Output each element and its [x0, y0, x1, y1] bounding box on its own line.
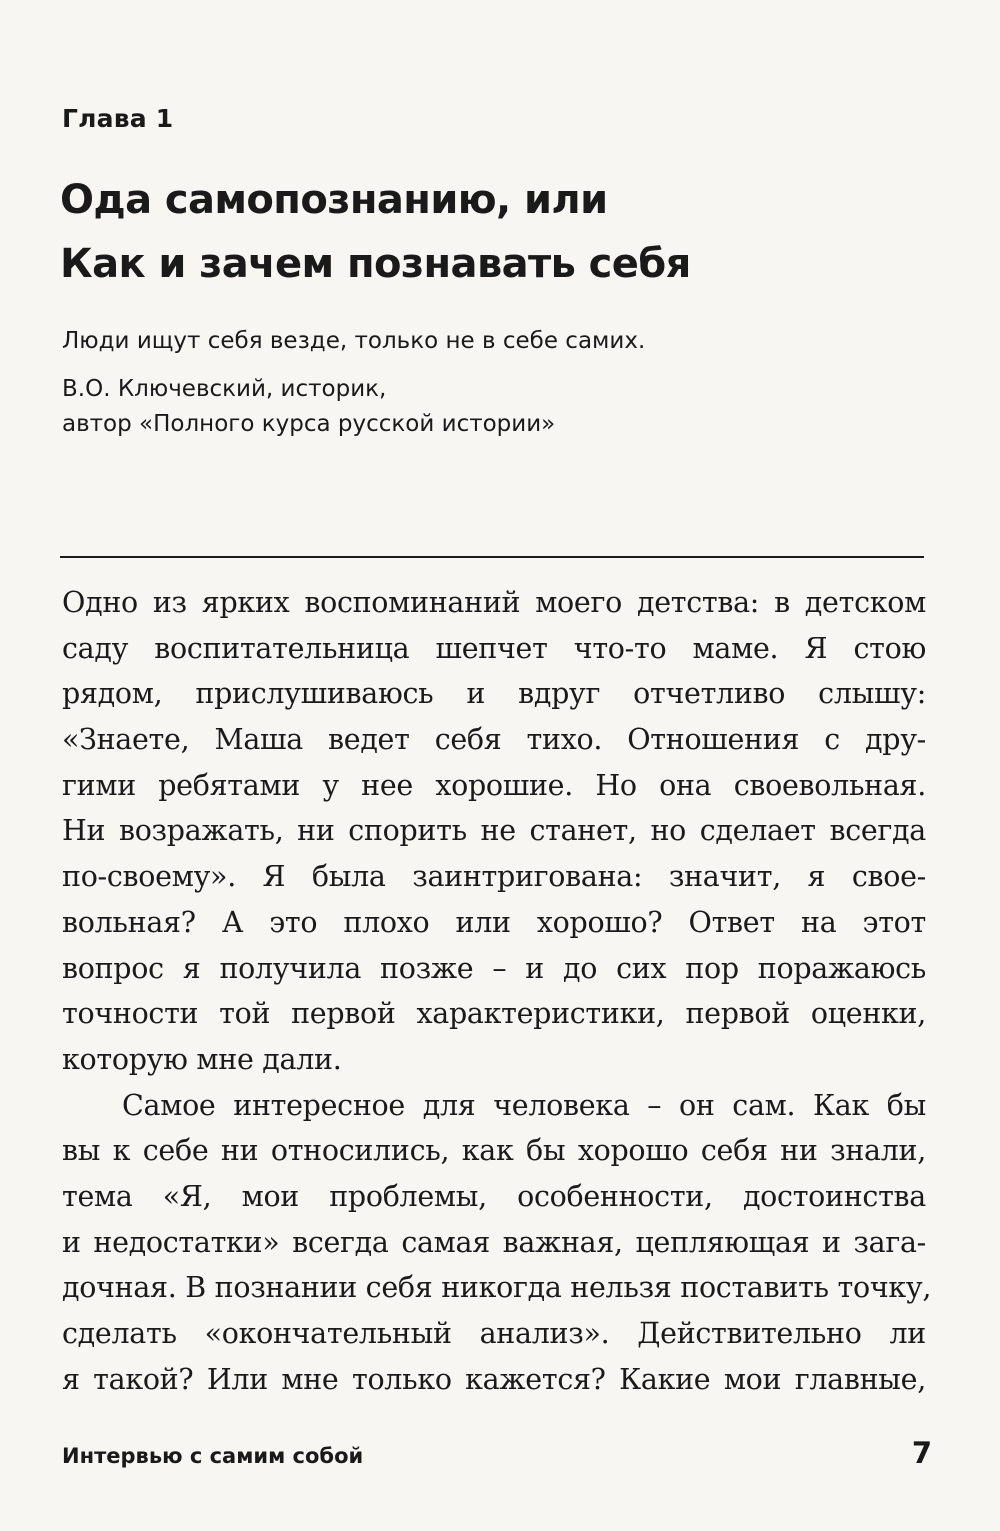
body-line: Ни возражать, ни спорить не станет, но сделает всегда: [62, 814, 926, 848]
body-line: «Знаете, Маша ведет себя тихо. Отношения с дру-: [62, 723, 926, 757]
body-line: Самое интересное для человека – он сам. Как бы: [122, 1088, 926, 1122]
epigraph-quote: Люди ищут себя везде, только не в себе самих.: [62, 328, 646, 354]
body-line: рядом, прислушиваюсь и вдруг отчетливо слышу:: [62, 677, 926, 711]
body-line: точности той первой характеристики, первой оценки,: [62, 997, 926, 1031]
body-line: я такой? Или мне только кажется? Какие мои главные,: [62, 1362, 926, 1396]
body-line: саду воспитательница шепчет что-то маме. Я стою: [62, 631, 926, 665]
chapter-title-line: Ода самопознанию, или: [60, 177, 608, 223]
body-line: тема «Я, мои проблемы, особенности, достоинства: [62, 1179, 926, 1213]
body-line: гими ребятами у нее хорошие. Но она своевольная.: [62, 768, 926, 802]
body-line: по-своему». Я была заинтригована: значит, я свое-: [62, 860, 926, 894]
chapter-title: [60, 168, 960, 296]
body-line: Одно из ярких воспоминаний моего детства: в детском: [62, 586, 926, 619]
body-line: вы к себе ни относились, как бы хорошо себя ни знали,: [62, 1134, 926, 1168]
body-line: сделать «окончательный анализ». Действительно ли: [62, 1317, 926, 1350]
body-line: дочная. В познании себя никогда нельзя поставить точку,: [62, 1271, 932, 1305]
chapter-label: Глава 1: [62, 104, 174, 133]
body-line: которую мне дали.: [62, 1042, 342, 1076]
body-text: [62, 580, 932, 1402]
body-line: вольная? А это плохо или хорошо? Ответ на этот: [62, 905, 926, 939]
body-line: вопрос я получила позже – и до сих пор поражаюсь: [62, 951, 926, 985]
footer-book-title: Интервью с самим собой: [62, 1444, 364, 1468]
chapter-title-line: Как и зачем познавать себя: [60, 241, 691, 287]
section-divider: [60, 556, 924, 558]
page-number: 7: [911, 1436, 932, 1470]
body-line: и недостатки» всегда самая важная, цепляющая и зага-: [62, 1225, 926, 1259]
epigraph: [62, 326, 922, 439]
epigraph-author-work: автор «Полного курса русской истории»: [62, 411, 556, 437]
epigraph-author: В.О. Ключевский, историк,: [62, 376, 387, 402]
